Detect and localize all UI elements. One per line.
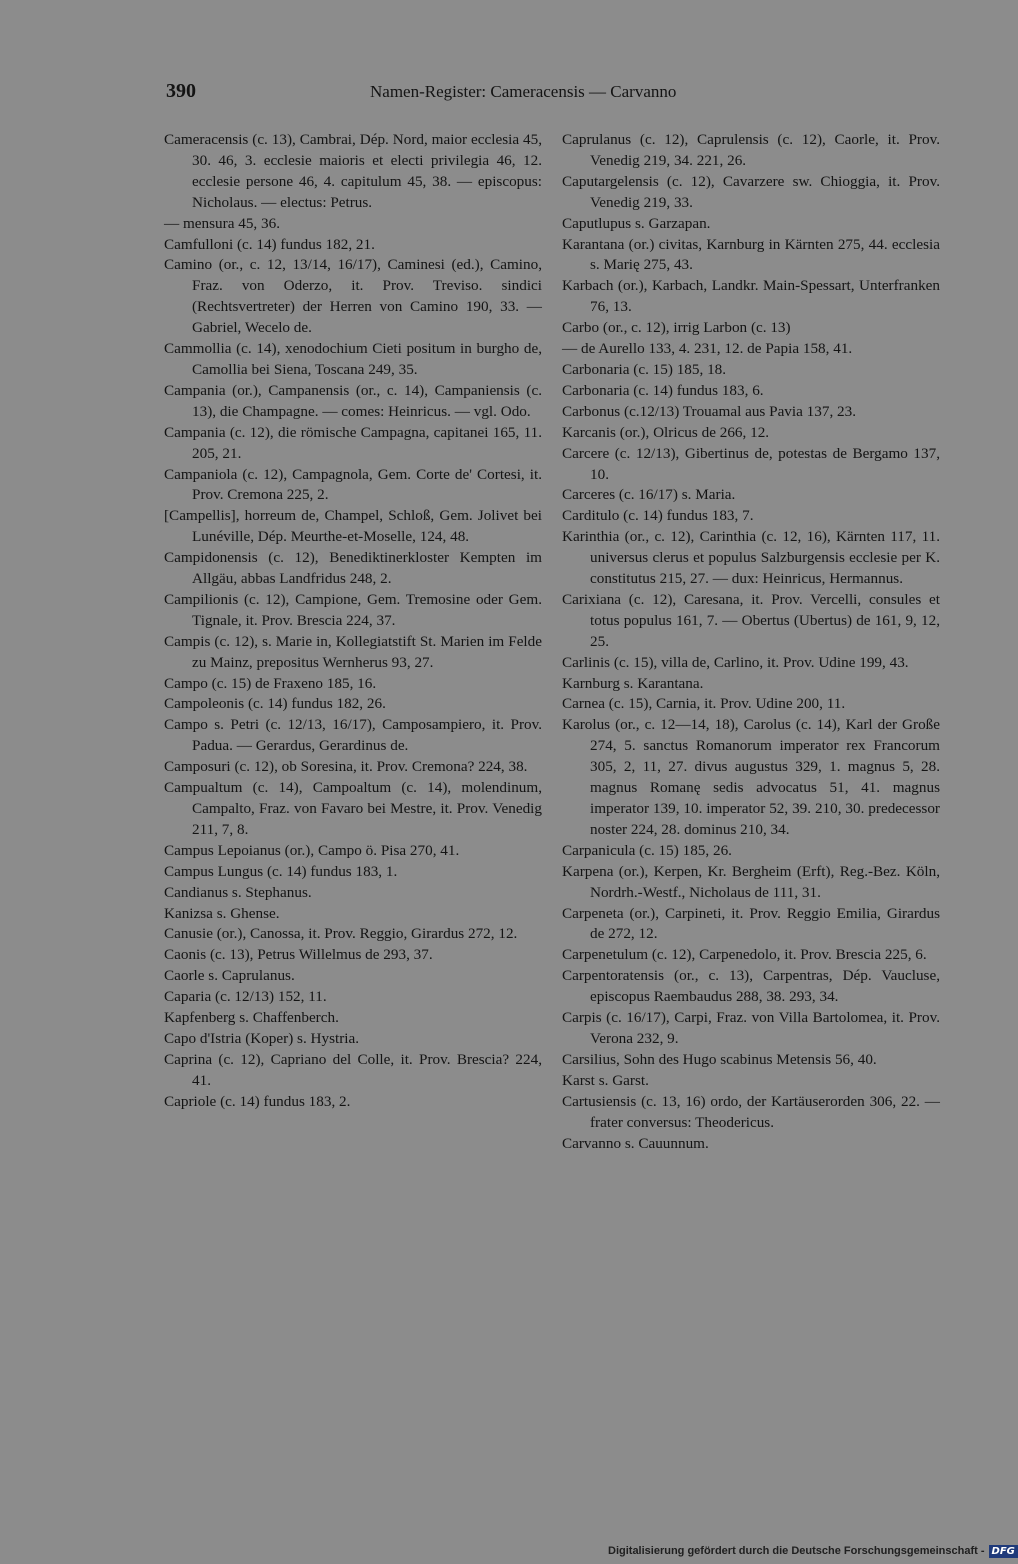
index-entry: Campualtum (c. 14), Campoaltum (c. 14), molendinum, Campalto, Fraz. von Favaro bei Mestre, it. Prov. Venedig 211, 7, 8. (164, 779, 542, 838)
index-entry: Caputlupus s. Garzapan. (562, 214, 711, 232)
index-entry: Camposuri (c. 12), ob Soresina, it. Prov. Cremona? 224, 38. (164, 758, 528, 776)
index-entry: Karolus (or., c. 12—14, 18), Carolus (c. 14), Karl der Große 274, 5. sanctus Romanorum imperator rex Francorum 305, 2, 11, 27. divus augustus 329, 1. magnus 5, 28. magnus Romanę sedis advocatus 51, 41. magnus imperator 139, 10. imperator 52, 39. 210, 30. predecessor noster 224, 28. dominus 210, 34. (562, 716, 940, 838)
index-entry: Caprulanus (c. 12), Caprulensis (c. 12), Caorle, it. Prov. Venedig 219, 34. 221, 26. (562, 131, 940, 169)
index-entry: Carpenetulum (c. 12), Carpenedolo, it. Prov. Brescia 225, 6. (562, 946, 927, 964)
index-entry: Kapfenberg s. Chaffenberch. (164, 1009, 339, 1027)
index-column-right (562, 130, 940, 1154)
index-entry: Karnburg s. Karantana. (562, 674, 704, 692)
index-entry: Karinthia (or., c. 12), Carinthia (c. 12, 16), Kärnten 117, 11. universus clerus et populus Salzburgensis ecclesie per K. constitutus 215, 27. — dux: Heinricus, Hermannus. (562, 528, 940, 588)
index-entry: Carditulo (c. 14) fundus 183, 7. (562, 507, 754, 525)
index-entry: Carbonaria (c. 15) 185, 18. (562, 360, 727, 378)
index-entry: Carsilius, Sohn des Hugo scabinus Metensis 56, 40. (562, 1050, 877, 1068)
index-entry: — mensura 45, 36. (164, 214, 280, 232)
index-entry: Carpis (c. 16/17), Carpi, Fraz. von Villa Bartolomea, it. Prov. Verona 232, 9. (562, 1009, 940, 1047)
index-entry: Carixiana (c. 12), Caresana, it. Prov. Vercelli, consules et totus populus 161, 7. — Obertus (Ubertus) de 161, 9, 12, 25. (562, 590, 940, 650)
index-entry: Campo s. Petri (c. 12/13, 16/17), Camposampiero, it. Prov. Padua. — Gerardus, Gerardinus de. (164, 716, 542, 755)
index-entry: Campilionis (c. 12), Campione, Gem. Tremosine oder Gem. Tignale, it. Prov. Brescia 224, 37. (164, 590, 542, 629)
index-entry: Campis (c. 12), s. Marie in, Kollegiatstift St. Marien im Felde zu Mainz, prepositus Wernherus 93, 27. (164, 632, 542, 671)
index-entry: Campania (or.), Campanensis (or., c. 14), Campaniensis (c. 13), die Champagne. — comes: Heinricus. — vgl. Odo. (164, 381, 542, 420)
dfg-logo: DFG (989, 1545, 1018, 1558)
page-number: 390 (166, 80, 196, 102)
index-entry: Carlinis (c. 15), villa de, Carlino, it. Prov. Udine 199, 43. (562, 653, 909, 671)
running-title: Namen-Register: Cameracensis — Carvanno (370, 82, 677, 101)
index-entry: — de Aurello 133, 4. 231, 12. de Papia 158, 41. (562, 340, 853, 358)
index-entry: Campus Lepoianus (or.), Campo ö. Pisa 270, 41. (164, 841, 460, 859)
index-entry: Cameracensis (c. 13), Cambrai, Dép. Nord, maior ecclesia 45, 30. 46, 3. ecclesie maioris et electi privilegia 46, 12. ecclesie persone 46, 4. capitulum 45, 38. — episcopus: Nicholaus. — electus: Petrus. (164, 131, 542, 211)
index-entry: Campania (c. 12), die römische Campagna, capitanei 165, 11. 205, 21. (164, 423, 542, 462)
page-header (166, 80, 740, 110)
index-entry: Carbo (or., c. 12), irrig Larbon (c. 13) (562, 319, 791, 337)
index-entry: Campoleonis (c. 14) fundus 182, 26. (164, 695, 386, 713)
index-entry: Caonis (c. 13), Petrus Willelmus de 293, 37. (164, 946, 433, 964)
index-entry: Canusie (or.), Canossa, it. Prov. Reggio, Girardus 272, 12. (164, 925, 518, 943)
index-entry: Karcanis (or.), Olricus de 266, 12. (562, 423, 770, 441)
index-entry: Cammollia (c. 14), xenodochium Cieti positum in burgho de, Camollia bei Siena, Toscana 249, 35. (164, 340, 542, 378)
index-entry: Camfulloni (c. 14) fundus 182, 21. (164, 235, 375, 253)
index-entry: Capo d'Istria (Koper) s. Hystria. (164, 1029, 360, 1047)
index-entry: Caputargelensis (c. 12), Cavarzere sw. Chioggia, it. Prov. Venedig 219, 33. (562, 172, 940, 211)
index-entry: Cartusiensis (c. 13, 16) ordo, der Kartäuserorden 306, 22. — frater conversus: Theodericus. (562, 1092, 940, 1131)
index-entry: Campo (c. 15) de Fraxeno 185, 16. (164, 674, 377, 692)
index-entry: Carceres (c. 16/17) s. Maria. (562, 486, 736, 504)
index-entry: Carnea (c. 15), Carnia, it. Prov. Udine 200, 11. (562, 695, 846, 713)
index-entry: Caparia (c. 12/13) 152, 11. (164, 988, 327, 1006)
index-entry: Campidonensis (c. 12), Benediktinerkloster Kempten im Allgäu, abbas Landfridus 248, 2. (164, 549, 542, 588)
funding-note: Digitalisierung gefördert durch die Deutsche Forschungsgemeinschaft - (608, 1545, 985, 1557)
index-entry: Caorle s. Caprulanus. (164, 967, 295, 985)
index-entry: Campus Lungus (c. 14) fundus 183, 1. (164, 862, 398, 880)
index-entry: Karst s. Garst. (562, 1071, 649, 1089)
index-entry: Karantana (or.) civitas, Karnburg in Kärnten 275, 44. ecclesia s. Marię 275, 43. (562, 235, 940, 274)
index-entry: Karbach (or.), Karbach, Landkr. Main-Spessart, Unterfranken 76, 13. (562, 277, 940, 316)
index-entry: Karpena (or.), Kerpen, Kr. Bergheim (Erft), Reg.-Bez. Köln, Nordrh.-Westf., Nicholaus de 111, 31. (562, 862, 940, 901)
index-entry: Carcere (c. 12/13), Gibertinus de, potestas de Bergamo 137, 10. (562, 444, 940, 483)
index-entry: Candianus s. Stephanus. (164, 883, 312, 901)
index-entry: Caprina (c. 12), Capriano del Colle, it. Prov. Brescia? 224, 41. (164, 1050, 542, 1089)
index-entry: Carpentoratensis (or., c. 13), Carpentras, Dép. Vaucluse, episcopus Raembaudus 288, 38. 293, 34. (562, 967, 940, 1006)
index-column-left (164, 130, 542, 1113)
index-entry: Carpanicula (c. 15) 185, 26. (562, 841, 732, 859)
index-entry: Carbonus (c.12/13) Trouamal aus Pavia 137, 23. (562, 402, 857, 420)
funding-footer (608, 1543, 1018, 1559)
index-entry: Kanizsa s. Ghense. (164, 904, 280, 922)
index-entry: Capriole (c. 14) fundus 183, 2. (164, 1092, 351, 1110)
index-entry: Carvanno s. Cauunnum. (562, 1134, 709, 1152)
index-entry: Camino (or., c. 12, 13/14, 16/17), Caminesi (ed.), Camino, Fraz. von Oderzo, it. Prov. Treviso. sindici (Rechtsvertreter) der Herren von Camino 190, 33. — Gabriel, Wecelo de. (164, 256, 542, 337)
index-entry: Carpeneta (or.), Carpineti, it. Prov. Reggio Emilia, Girardus de 272, 12. (562, 904, 940, 943)
index-entry: Carbonaria (c. 14) fundus 183, 6. (562, 381, 764, 399)
index-entry: [Campellis], horreum de, Champel, Schloß, Gem. Jolivet bei Lunéville, Dép. Meurthe-et-Moselle, 124, 48. (164, 507, 542, 546)
index-entry: Campaniola (c. 12), Campagnola, Gem. Corte de' Cortesi, it. Prov. Cremona 225, 2. (164, 465, 542, 504)
